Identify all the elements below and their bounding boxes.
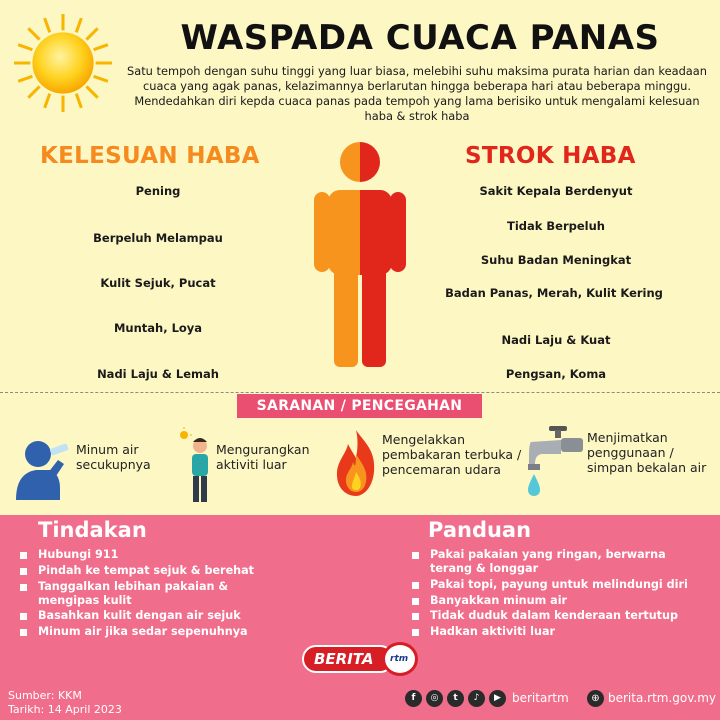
intro-text: Satu tempoh dengan suhu tinggi yang luar biasa, melebihi suhu maksima purata harian dan keadaan cuaca yang agak panas, kelazimannya berlarutan hingga beberapa hari atau beberapa minggu. Mendedahkan diri kepda cuaca panas pada tempoh yang lama berisiko untuk mengalami kelesuan haba & strok haba — [127, 64, 707, 123]
panduan-item: Banyakkan minum air — [412, 594, 702, 608]
panduan-item: Pakai topi, payung untuk melindungi diri — [412, 578, 702, 592]
tindakan-list — [20, 548, 290, 641]
strok-item: Tidak Berpeluh — [506, 219, 605, 233]
strok-item: Suhu Badan Meningkat — [480, 253, 632, 267]
strok-title: STROK HABA — [465, 143, 636, 169]
facebook-icon[interactable]: f — [405, 690, 422, 707]
prevention-item — [178, 422, 328, 512]
kelesuan-item: Pening — [135, 184, 181, 198]
kelesuan-title: KELESUAN HABA — [40, 143, 260, 169]
logo-rtm-text: rtm — [390, 654, 409, 664]
kelesuan-item: Berpeluh Melampau — [93, 231, 223, 245]
tiktok-icon[interactable]: ♪ — [468, 690, 485, 707]
website-link[interactable]: berita.rtm.gov.my — [608, 691, 717, 705]
prevention-text: Mengurangkan aktiviti luar — [216, 442, 310, 472]
prevention-text: Mengelakkan pembakaran terbuka / pencemaran udara — [382, 432, 522, 477]
sun-icon — [12, 12, 114, 114]
instagram-icon[interactable]: ◎ — [426, 690, 443, 707]
prevention-item — [10, 422, 170, 512]
human-figure-icon — [308, 140, 412, 370]
tindakan-item: Hubungi 911 — [20, 548, 290, 562]
tindakan-item: Basahkan kulit dengan air sejuk — [20, 609, 290, 623]
youtube-icon[interactable]: ▶ — [489, 690, 506, 707]
footer-source-block — [8, 689, 122, 717]
social-handle[interactable]: beritartm — [512, 691, 569, 705]
rtm-circle — [382, 642, 418, 676]
panduan-item: Tidak duduk dalam kenderaan tertutup — [412, 609, 702, 623]
strok-item: Badan Panas, Merah, Kulit Kering — [445, 286, 663, 300]
strok-item: Nadi Laju & Kuat — [501, 333, 611, 347]
tindakan-item: Minum air jika sedar sepenuhnya — [20, 625, 290, 639]
panduan-title: Panduan — [428, 518, 532, 542]
prevention-text: Menjimatkan penggunaan / simpan bekalan air — [587, 430, 707, 475]
divider — [0, 392, 720, 393]
date-text: Tarikh: 14 April 2023 — [8, 703, 122, 716]
panduan-list — [412, 548, 702, 641]
tired-person-icon — [178, 426, 218, 508]
strok-item: Sakit Kepala Berdenyut — [479, 184, 633, 198]
tindakan-title: Tindakan — [38, 518, 147, 542]
panduan-item: Hadkan aktiviti luar — [412, 625, 702, 639]
prevention-item — [527, 422, 717, 512]
berita-rtm-logo — [302, 642, 422, 676]
logo-berita-text: BERITA — [302, 645, 394, 673]
prevention-item — [334, 422, 524, 512]
page-title: WASPADA CUACA PANAS — [180, 18, 660, 58]
globe-icon: ⊕ — [587, 690, 604, 707]
kelesuan-item: Kulit Sejuk, Pucat — [100, 276, 216, 290]
prevention-text: Minum air secukupnya — [76, 442, 151, 472]
water-tap-icon — [527, 424, 585, 498]
strok-item: Pengsan, Koma — [505, 367, 607, 381]
prevention-banner: SARANAN / PENCEGAHAN — [237, 394, 482, 418]
panduan-item: Pakai pakaian yang ringan, berwarna terang & longgar — [412, 548, 702, 576]
drinking-person-icon — [10, 430, 72, 500]
tindakan-item: Pindah ke tempat sejuk & berehat — [20, 564, 290, 578]
kelesuan-item: Muntah, Loya — [113, 321, 203, 335]
tindakan-item: Tanggalkan lebihan pakaian & mengipas kulit — [20, 580, 290, 608]
fire-icon — [334, 428, 378, 498]
source-text: Sumber: KKM — [8, 689, 82, 702]
kelesuan-item: Nadi Laju & Lemah — [97, 367, 219, 381]
twitter-icon[interactable]: t — [447, 690, 464, 707]
